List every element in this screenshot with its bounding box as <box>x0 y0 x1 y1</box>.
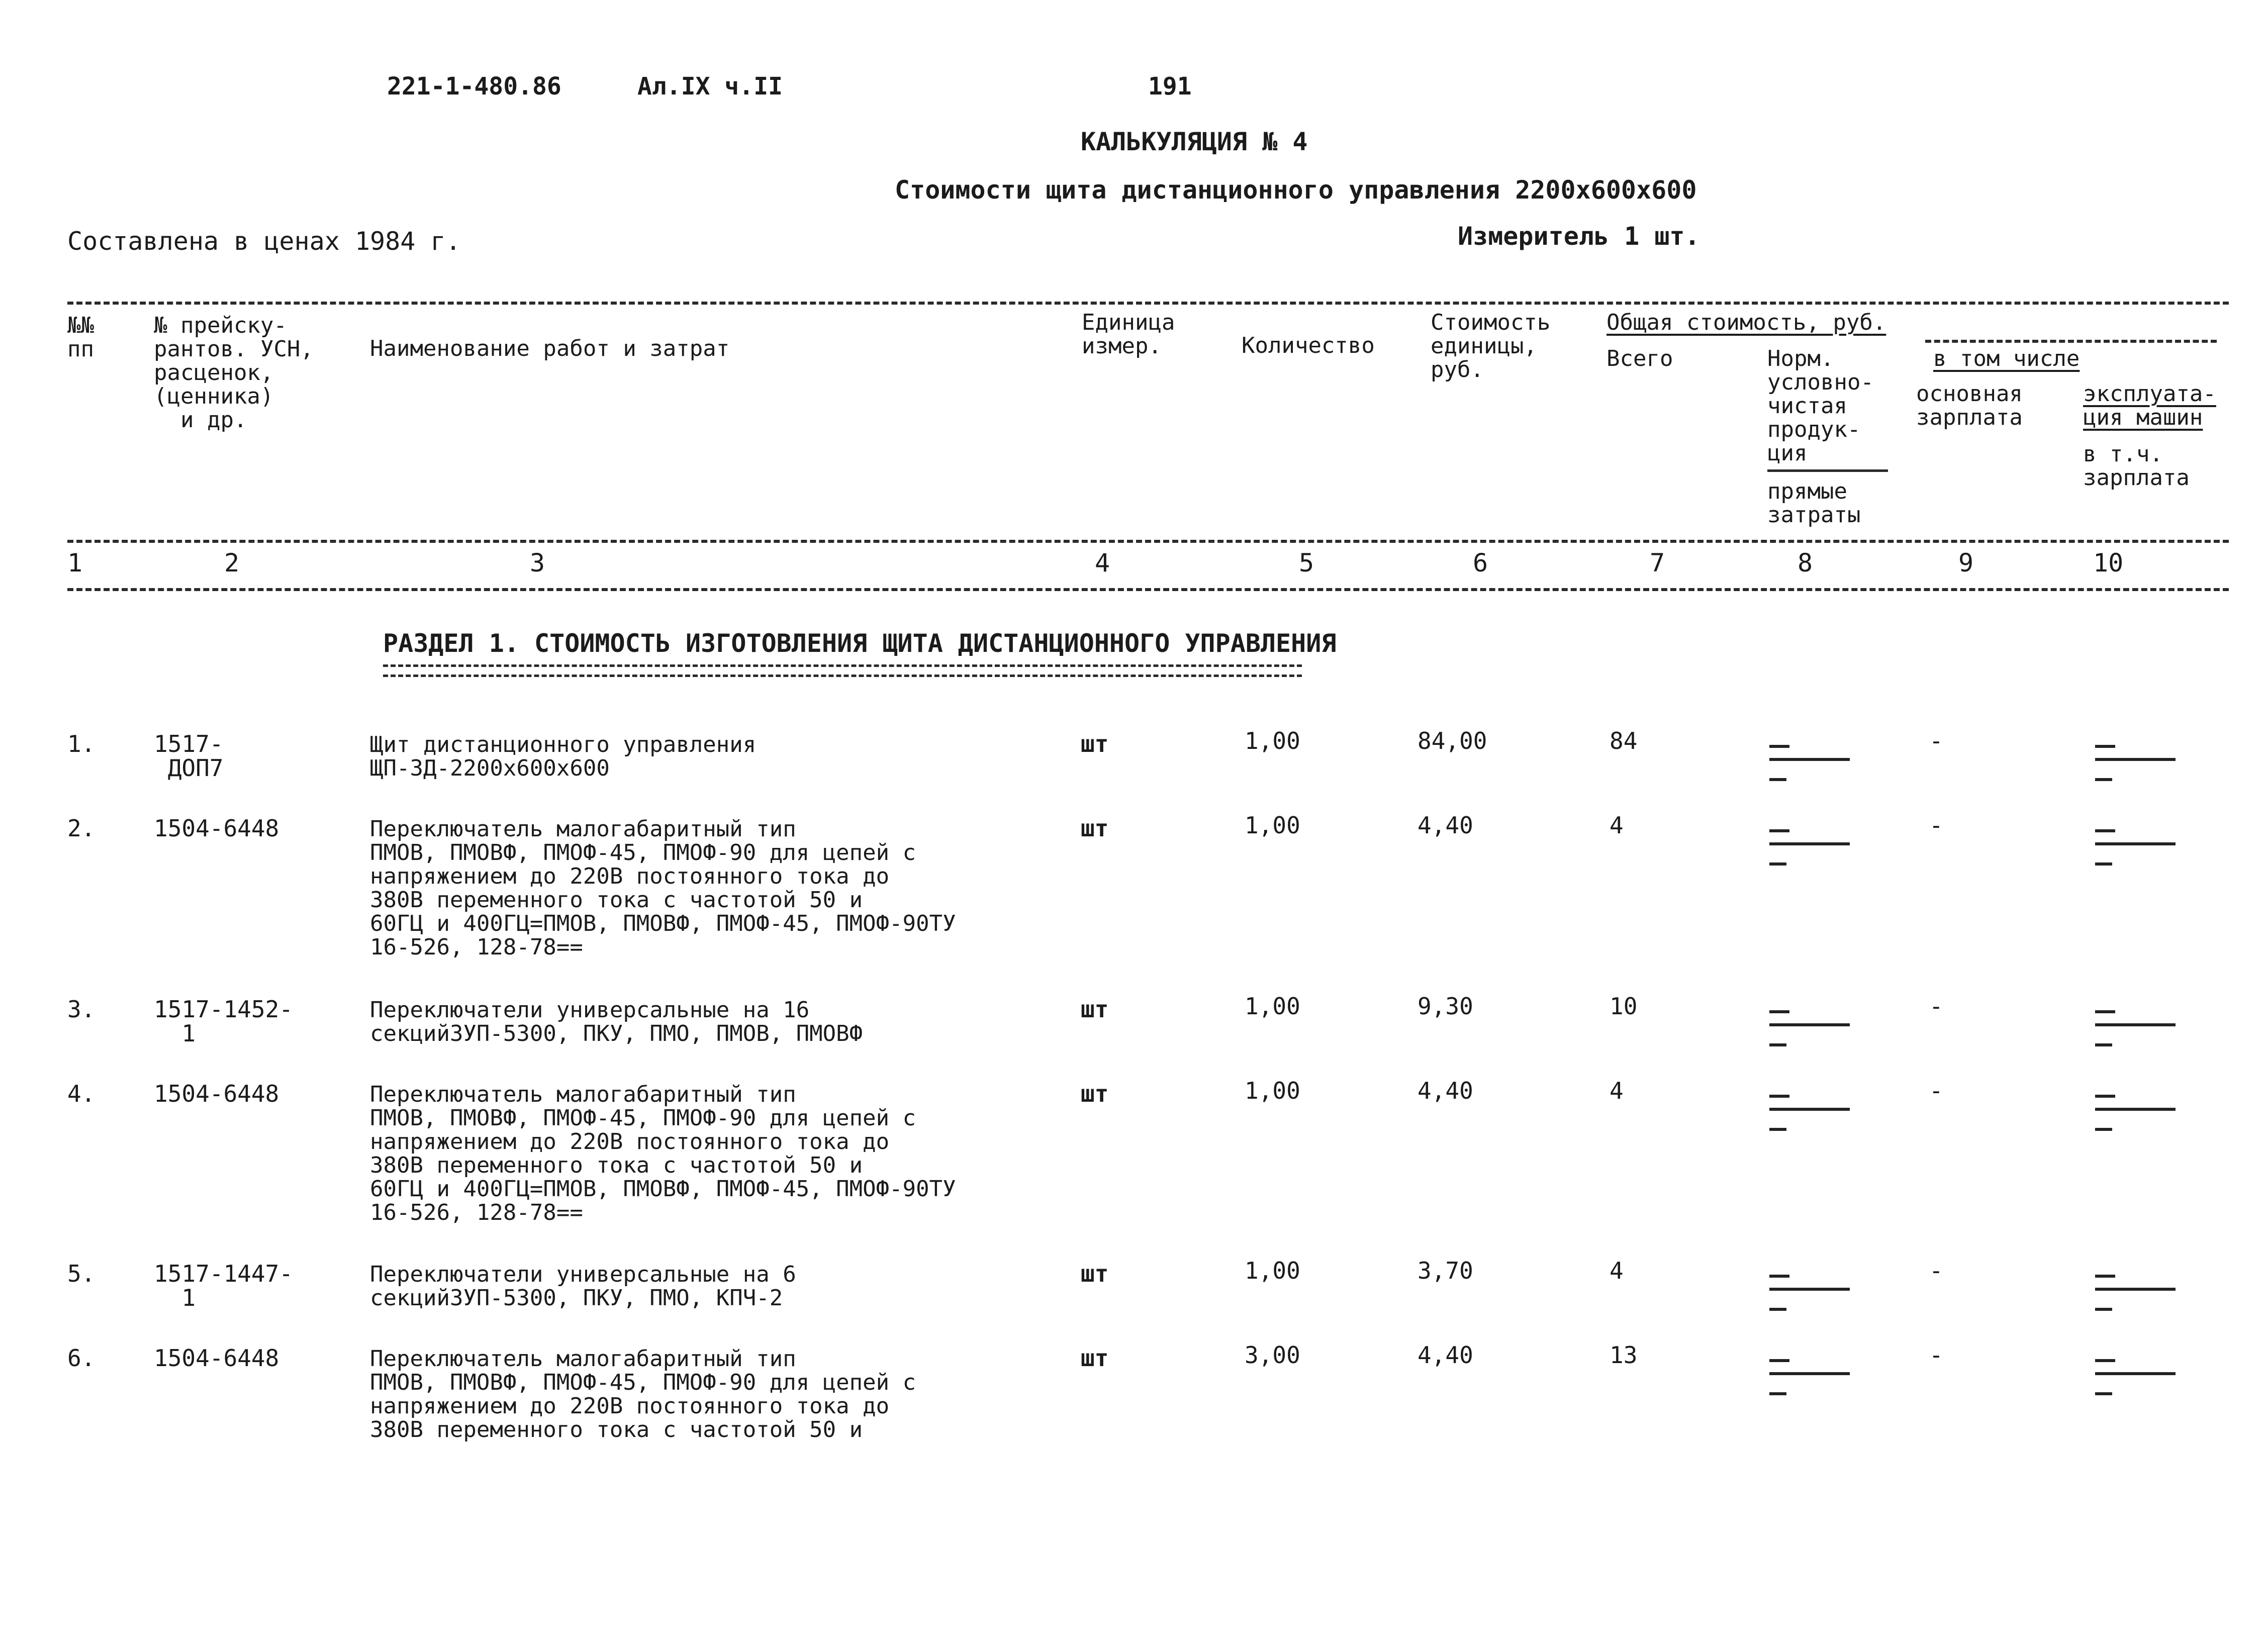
col-header-direct: прямые затраты <box>1767 478 1861 528</box>
page-subtitle: Стоимости щита дистанционного управления 2200x600x600 <box>895 175 1697 205</box>
col-header-machines-wage: в т.ч. зарплата <box>2083 441 2190 491</box>
header-mid-rule <box>67 540 2229 543</box>
row-total: 13 <box>1610 1341 1638 1369</box>
header-top-rule <box>67 302 2229 305</box>
col-number: 8 <box>1798 548 1813 578</box>
section-underline <box>383 675 1302 677</box>
col-number: 7 <box>1650 548 1665 578</box>
row-unit-cost: 4,40 <box>1418 812 1473 839</box>
row-quantity: 1,00 <box>1245 993 1300 1020</box>
row-name: Щит дистанционного управления ЩП-3Д-2200x600x600 <box>370 732 757 781</box>
row-total: 4 <box>1610 1077 1624 1104</box>
row-wage: - <box>1929 993 1943 1020</box>
col-header-machines: эксплуата- ция машин <box>2083 381 2216 430</box>
section-underline <box>383 664 1302 667</box>
row-wage: - <box>1929 1341 1943 1369</box>
row-number: 5. <box>67 1260 96 1287</box>
row-total: 10 <box>1610 993 1638 1020</box>
row-wage: - <box>1929 727 1943 754</box>
row-code: 1517-1447- 1 <box>154 1260 293 1311</box>
row-total: 4 <box>1610 1257 1624 1284</box>
prices-note: Составлена в ценах 1984 г. <box>67 227 461 256</box>
row-total: 84 <box>1610 727 1638 754</box>
row-quantity: 1,00 <box>1245 1077 1300 1104</box>
row-wage: - <box>1929 1257 1943 1284</box>
row-total: 4 <box>1610 812 1624 839</box>
col-number: 6 <box>1473 548 1488 578</box>
row-name: Переключатели универсальные на 16 секций3УП-5300, ПКУ, ПМО, ПМОВ, ПМОВФ <box>370 997 863 1046</box>
col-number: 9 <box>1958 548 1974 578</box>
row-wage: - <box>1929 812 1943 839</box>
row-quantity: 3,00 <box>1245 1341 1300 1369</box>
col-header-total: Всего <box>1606 346 1673 371</box>
row-unit-cost: 4,40 <box>1418 1341 1473 1369</box>
row-unit-cost: 84,00 <box>1418 727 1487 754</box>
col-number: 10 <box>2093 548 2124 578</box>
row-unit: шт <box>1081 1260 1109 1287</box>
row-number: 6. <box>67 1344 96 1372</box>
row-quantity: 1,00 <box>1245 1257 1300 1284</box>
row-quantity: 1,00 <box>1245 812 1300 839</box>
row-number: 4. <box>67 1080 96 1107</box>
album-reference: Ал.IX ч.II <box>637 72 783 101</box>
col-header-wage: основная зарплата <box>1916 381 2023 430</box>
row-number: 1. <box>67 730 96 757</box>
page-number: 191 <box>1148 72 1192 101</box>
col-number: 4 <box>1095 548 1110 578</box>
col-header-unit-cost: Стоимость единицы, руб. <box>1431 310 1551 382</box>
row-code: 1517- ДОП7 <box>154 730 224 782</box>
col-number: 1 <box>67 548 83 578</box>
row-code: 1504-6448 <box>154 1080 279 1107</box>
col-header-unit: Единица измер. <box>1082 310 1175 359</box>
col-header-norm: Норм. условно- чистая продук- ция <box>1767 346 1874 466</box>
col-header-including: в том числе <box>1933 346 2080 371</box>
row-code: 1517-1452- 1 <box>154 996 293 1047</box>
row-unit: шт <box>1081 815 1109 842</box>
col-header-quantity: Количество <box>1242 333 1375 358</box>
row-name: Переключатель малогабаритный тип ПМОВ, ПМОВФ, ПМОФ-45, ПМОФ-90 для цепей с напряжением до 220В постоянного тока до 380В переменного тока с частотой 50 и 60ГЦ и 400ГЦ=ПМОВ, ПМОВФ, ПМОФ-45, ПМОФ-90ТУ 16-526, 128-78== <box>370 1082 956 1225</box>
col-header-name: Наименование работ и затрат <box>370 336 730 361</box>
row-quantity: 1,00 <box>1245 727 1300 754</box>
row-unit: шт <box>1081 1080 1109 1107</box>
row-unit: шт <box>1081 996 1109 1023</box>
section-title: РАЗДЕЛ 1. СТОИМОСТЬ ИЗГОТОВЛЕНИЯ ЩИТА ДИСТАНЦИОННОГО УПРАВЛЕНИЯ <box>383 629 1337 658</box>
row-unit: шт <box>1081 1344 1109 1372</box>
header-bottom-rule <box>67 588 2229 591</box>
row-name: Переключатель малогабаритный тип ПМОВ, ПМОВФ, ПМОФ-45, ПМОФ-90 для цепей с напряжением до 220В постоянного тока до 380В переменного тока с частотой 50 и 60ГЦ и 400ГЦ=ПМОВ, ПМОВФ, ПМОФ-45, ПМОФ-90ТУ 16-526, 128-78== <box>370 816 956 960</box>
col-header-total-cost: Общая стоимость, руб. <box>1606 310 1886 335</box>
col-number: 3 <box>530 548 545 578</box>
col-header-number: №№ пп <box>67 313 94 362</box>
document-code: 221-1-480.86 <box>387 72 561 101</box>
col-number: 5 <box>1299 548 1314 578</box>
row-wage: - <box>1929 1077 1943 1104</box>
row-code: 1504-6448 <box>154 815 279 842</box>
row-number: 3. <box>67 996 96 1023</box>
row-code: 1504-6448 <box>154 1344 279 1372</box>
col-header-pricelist: № прейску- рантов. УСН, расценок, (ценника) и др. <box>154 313 314 433</box>
row-unit-cost: 9,30 <box>1418 993 1473 1020</box>
row-unit-cost: 4,40 <box>1418 1077 1473 1104</box>
row-name: Переключатель малогабаритный тип ПМОВ, ПМОВФ, ПМОФ-45, ПМОФ-90 для цепей с напряжением до 220В постоянного тока до 380В переменного тока с частотой 50 и <box>370 1346 916 1443</box>
row-unit-cost: 3,70 <box>1418 1257 1473 1284</box>
row-unit: шт <box>1081 730 1109 757</box>
row-number: 2. <box>67 815 96 842</box>
col-number: 2 <box>224 548 240 578</box>
norm-divider <box>1767 469 1888 472</box>
page-title: КАЛЬКУЛЯЦИЯ № 4 <box>1081 127 1308 156</box>
row-name: Переключатели универсальные на 6 секций3УП-5300, ПКУ, ПМО, КПЧ-2 <box>370 1262 796 1311</box>
incl-rule <box>1925 340 2217 343</box>
unit-note: Измеритель 1 шт. <box>1458 222 1700 251</box>
